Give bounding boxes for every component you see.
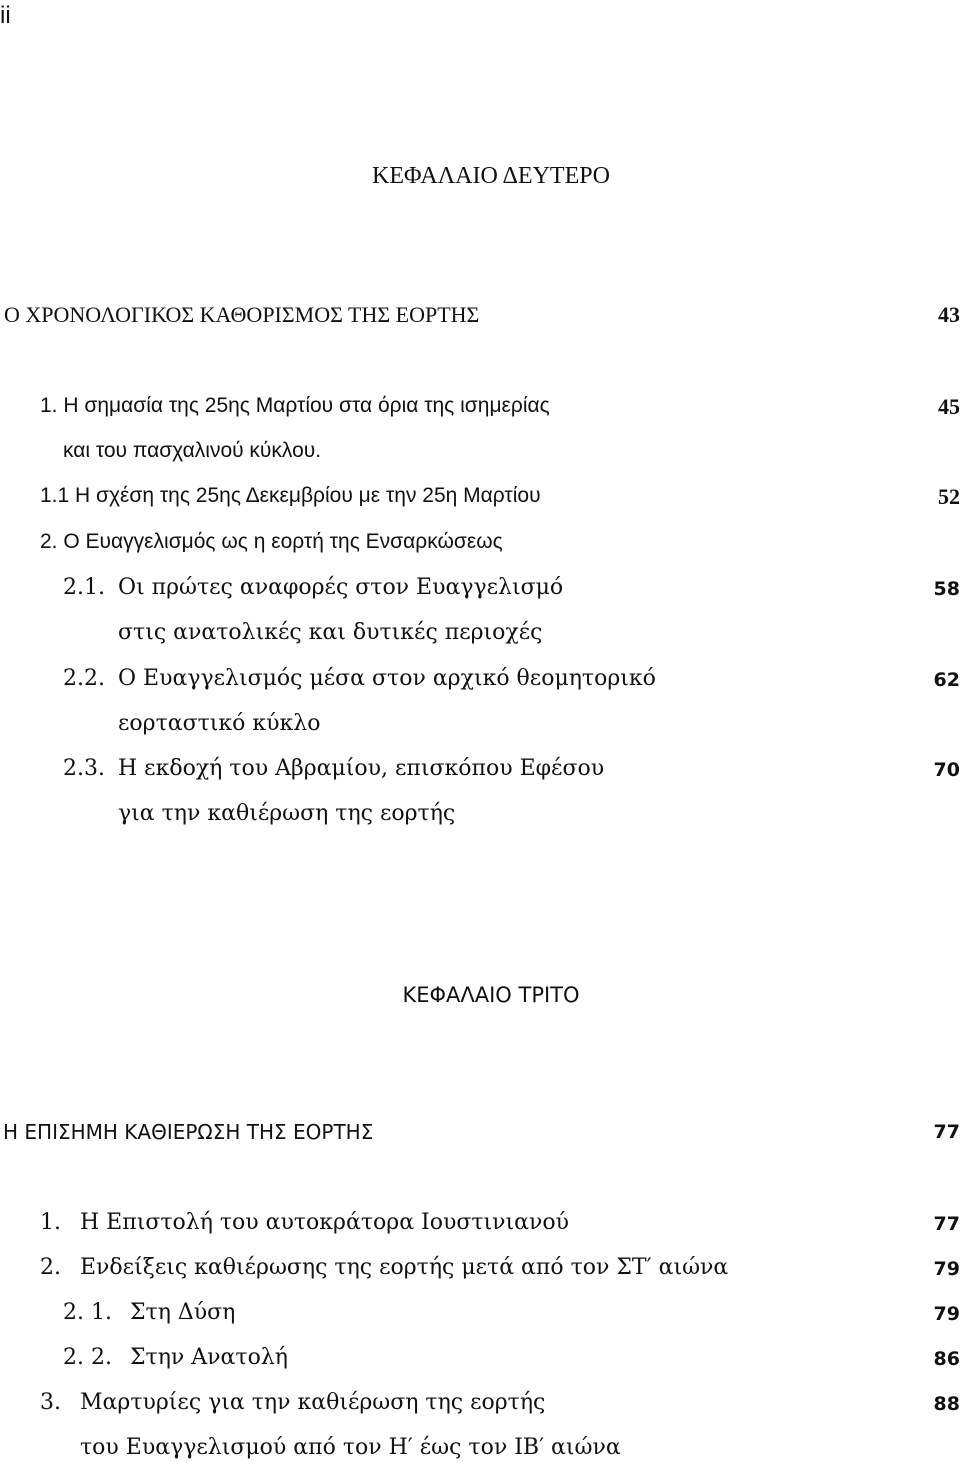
entry-title: Στη Δύση	[130, 1300, 236, 1325]
entry-title: Μαρτυρίες για την καθιέρωση της εορτής	[80, 1390, 546, 1415]
entry-number: 3.	[40, 1390, 61, 1415]
section-title: Ο ΧΡΟΝΟΛΟΓΙΚΟΣ ΚΑΘΟΡΙΣΜΟΣ ΤΗΣ ΕΟΡΤΗΣ	[4, 302, 480, 327]
entry-page-number: 79	[933, 1303, 960, 1325]
entry-page-number: 70	[933, 759, 960, 781]
entry-page-number: 62	[933, 669, 960, 691]
entry-title: του Ευαγγελισμού από τον Η′ έως τον ΙΒ′ αιώνα	[80, 1435, 621, 1460]
entry-title: Η σημασία της 25ης Μαρτίου στα όρια της ισημερίας	[63, 394, 550, 417]
chapter-heading: ΚΕΦΑΛΑΙΟ ΤΡΙΤΟ	[402, 983, 580, 1007]
entry-title: Ενδείξεις καθιέρωσης της εορτής μετά από τον ΣΤ′ αιώνα	[80, 1255, 729, 1280]
section-page-number: 43	[938, 302, 960, 327]
entry-page-number: 86	[933, 1348, 960, 1370]
entry-title: Στην Ανατολή	[130, 1345, 288, 1370]
entry-page-number: 45	[938, 394, 960, 419]
entry-number: 2.3.	[63, 756, 105, 781]
entry-page-number: 58	[933, 578, 960, 600]
entry-page-number: 88	[933, 1393, 960, 1415]
entry-title: για την καθιέρωση της εορτής	[118, 801, 456, 826]
entry-title: Η σχέση της 25ης Δεκεμβρίου με την 25η Μαρτίου	[75, 484, 541, 507]
chapter-heading: ΚΕΦΑΛΑΙΟ ΔΕΥΤΕΡΟ	[372, 163, 610, 189]
entry-number: 2. 2.	[63, 1345, 112, 1370]
entry-title: Οι πρώτες αναφορές στον Ευαγγελισμό	[118, 575, 564, 600]
entry-title: εορταστικό κύκλο	[118, 711, 321, 736]
entry-page-number: 79	[933, 1258, 960, 1280]
entry-number: 2. 1.	[63, 1300, 112, 1325]
entry-number: 1.	[40, 1210, 61, 1235]
entry-title: Ο Ευαγγελισμός μέσα στον αρχικό θεομητορικό	[118, 666, 656, 691]
entry-title: Η εκδοχή του Αβραμίου, επισκόπου Εφέσου	[118, 756, 605, 781]
section-page-number: 77	[933, 1121, 960, 1143]
entry-page-number: 52	[938, 484, 960, 509]
entry-number: 2.	[40, 530, 58, 553]
entry-number: 1.1	[40, 484, 70, 507]
entry-number: 1.	[40, 394, 58, 417]
entry-title: στις ανατολικές και δυτικές περιοχές	[118, 620, 543, 645]
entry-number: 2.2.	[63, 666, 105, 691]
entry-number: 2.	[40, 1255, 61, 1280]
entry-number: 2.1.	[63, 575, 105, 600]
entry-title: και του πασχαλινού κύκλου.	[63, 439, 322, 462]
section-title: Η ΕΠΙΣΗΜΗ ΚΑΘΙΕΡΩΣΗ ΤΗΣ ΕΟΡΤΗΣ	[3, 1120, 374, 1144]
entry-page-number: 77	[933, 1213, 960, 1235]
entry-title: Ο Ευαγγελισμός ως η εορτή της Ενσαρκώσεως	[63, 530, 503, 553]
entry-title: Η Επιστολή του αυτοκράτορα Ιουστινιανού	[80, 1210, 570, 1235]
page-number: ii	[0, 2, 11, 29]
